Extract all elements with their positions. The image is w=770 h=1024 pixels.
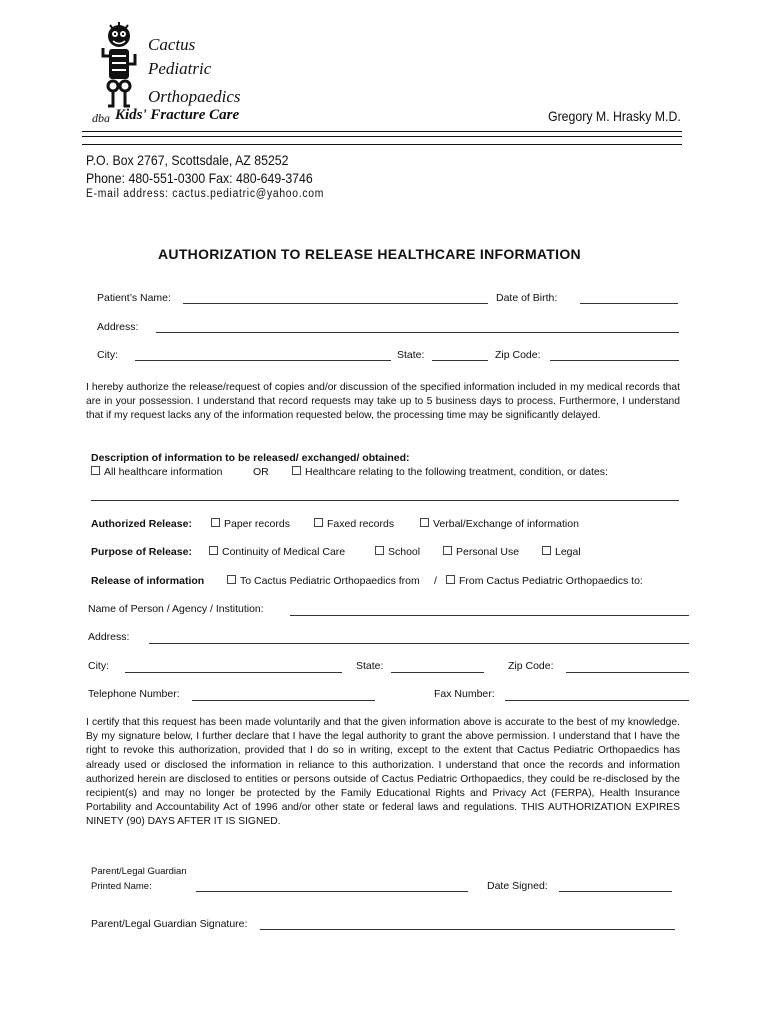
patient-address-field[interactable] [156,332,679,333]
dob-field[interactable] [580,303,678,304]
phone-fax: Phone: 480-551-0300 Fax: 480-649-3746 [86,170,313,186]
recipient-fax-label: Fax Number: [434,688,495,700]
recipient-address-label: Address: [88,631,130,643]
signature-field[interactable] [260,929,675,930]
release-info-option-from[interactable]: From Cactus Pediatric Orthopaedics to: [446,575,643,587]
release-info-label: Release of information [91,575,205,587]
checkbox-icon[interactable] [375,546,384,555]
recipient-state-label: State: [356,660,384,672]
date-signed-label: Date Signed: [487,880,548,892]
patient-city-field[interactable] [135,360,391,361]
purpose-label: Purpose of Release: [91,546,192,558]
header-rule-1 [82,131,682,132]
checkbox-icon[interactable] [91,466,100,475]
signature-label: Parent/Legal Guardian Signature: [91,918,248,930]
checkbox-icon[interactable] [542,546,551,555]
header-rule-3 [82,144,682,145]
checkbox-icon[interactable] [420,518,429,527]
description-heading: Description of information to be released/ exchanged/ obtained: [91,452,410,464]
checkbox-icon[interactable] [211,518,220,527]
purpose-option-continuity[interactable]: Continuity of Medical Care [209,546,345,558]
purpose-option-legal[interactable]: Legal [542,546,581,558]
page-title: AUTHORIZATION TO RELEASE HEALTHCARE INFORMATION [158,246,581,262]
recipient-city-label: City: [88,660,109,672]
release-info-option-to[interactable]: To Cactus Pediatric Orthopaedics from [227,575,420,587]
authorized-release-label: Authorized Release: [91,518,192,530]
description-option-all[interactable]: All healthcare information [91,466,222,478]
recipient-phone-label: Telephone Number: [88,688,180,700]
recipient-fax-field[interactable] [505,700,689,701]
printed-name-label: Printed Name: [91,881,152,892]
patient-state-label: State: [397,349,425,361]
doctor-name: Gregory M. Hrasky M.D. [548,108,681,124]
description-field[interactable] [91,500,679,501]
recipient-city-field[interactable] [125,672,342,673]
recipient-state-field[interactable] [391,672,484,673]
address-po: P.O. Box 2767, Scottsdale, AZ 85252 [86,152,289,168]
logo-kids-fracture-care: Kids' Fracture Care [115,107,240,123]
certification-paragraph: I certify that this request has been made voluntarily and that the given information above is accurate to the best of my knowledge. By my signature below, I further declare that I have the legal authority to grant the above permission. I understand that I have the right to revoke this authorization, provided that I do so in writing, except to the extent that Cactus Pediatric Orthopaedics has already used or disclosed the information in reliance to this authorization. I understand that once the records and information authorized herein are disclosed to entities or persons outside of Cactus Pediatric Orthopaedics, they could be re-disclosed by the recipient(s) and may no longer be protected by the Family Educational Rights and Privacy Act (FERPA), Health Insurance Portability and Accountability Act of 1996 and/or other state or federal laws and regulations. THIS AUTHORIZATION EXPIRES NINETY (90) DAYS AFTER IT IS SIGNED. [86,717,680,828]
logo-line-2: Pediatric [148,59,212,78]
purpose-option-personal[interactable]: Personal Use [443,546,519,558]
dob-label: Date of Birth: [496,292,558,304]
checkbox-icon[interactable] [227,575,236,584]
email-address: E-mail address: cactus.pediatric@yahoo.com [86,188,325,200]
release-option-paper[interactable]: Paper records [211,518,290,530]
checkbox-icon[interactable] [209,546,218,555]
date-signed-field[interactable] [559,891,672,892]
recipient-name-field[interactable] [290,615,689,616]
checkbox-icon[interactable] [446,575,455,584]
recipient-address-field[interactable] [149,643,689,644]
patient-zip-field[interactable] [550,360,679,361]
checkbox-icon[interactable] [314,518,323,527]
intro-paragraph: I hereby authorize the release/request of copies and/or discussion of the specified information included in my medical records that are in your possession. I understand that record requests may take up to 5 business days to process. Furthermore, I understand that if my request lacks any of the information requested below, the processing time may be significantly delayed. [86,382,680,422]
release-option-faxed[interactable]: Faxed records [314,518,394,530]
purpose-option-school[interactable]: School [375,546,420,558]
patient-name-field[interactable] [183,303,488,304]
patient-state-field[interactable] [432,360,488,361]
patient-zip-label: Zip Code: [495,349,541,361]
release-option-verbal[interactable]: Verbal/Exchange of information [420,518,579,530]
printed-name-field[interactable] [196,891,468,892]
description-option-specific[interactable]: Healthcare relating to the following treatment, condition, or dates: [292,466,608,478]
recipient-zip-field[interactable] [566,672,689,673]
guardian-label: Parent/Legal Guardian [91,866,187,877]
release-info-separator: / [434,575,437,587]
cactus-mascot-icon [100,20,138,110]
recipient-phone-field[interactable] [192,700,375,701]
checkbox-icon[interactable] [443,546,452,555]
logo-line-3: Orthopaedics [148,87,241,106]
checkbox-icon[interactable] [292,466,301,475]
patient-city-label: City: [97,349,118,361]
recipient-zip-label: Zip Code: [508,660,554,672]
description-or: OR [253,466,269,478]
patient-name-label: Patient’s Name: [97,292,171,304]
logo-dba: dba [92,111,110,125]
recipient-name-label: Name of Person / Agency / Institution: [88,603,264,615]
logo-line-1: Cactus [148,35,196,54]
header-rule-2 [82,136,682,137]
patient-address-label: Address: [97,321,139,333]
